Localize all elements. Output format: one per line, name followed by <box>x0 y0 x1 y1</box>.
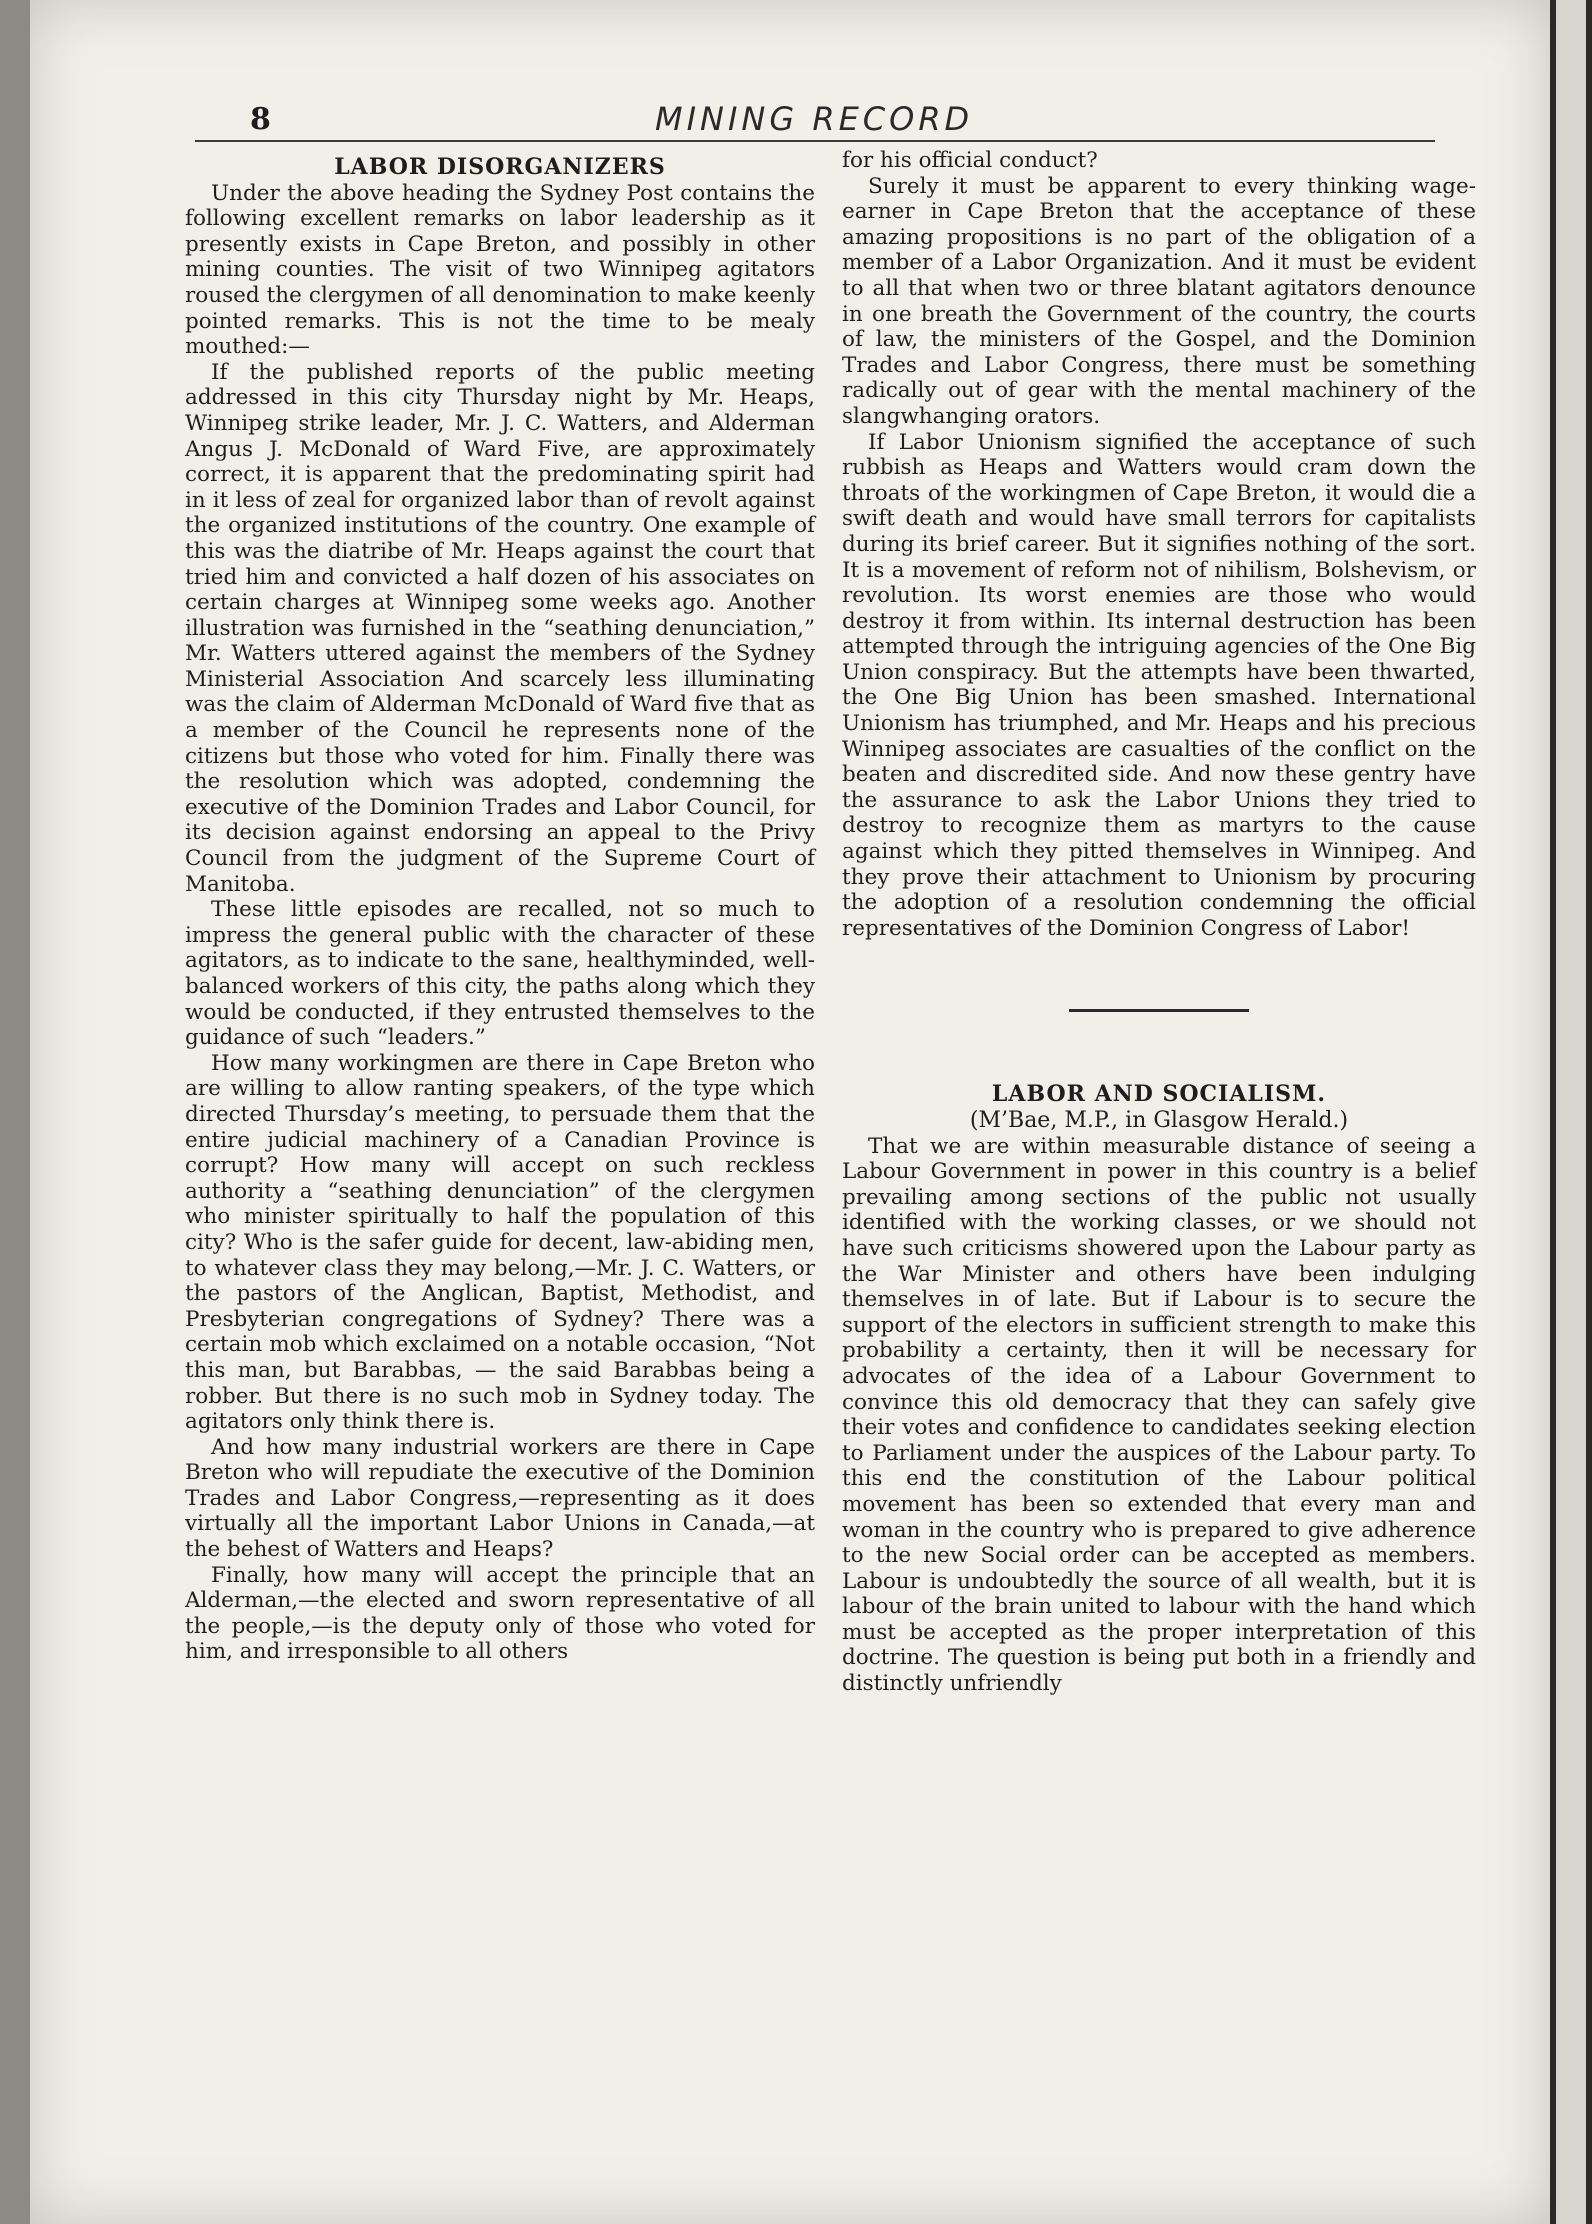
article-paragraph: These little episodes are recalled, not so much to impress the general public with the character of these agitators, as to indicate to the sane, healthyminded, well-balanced workers of this city, the paths along which they would be conducted, if they entrusted themselves to the guidance of such “leaders.” <box>185 897 815 1051</box>
article-paragraph: How many workingmen are there in Cape Breton who are willing to allow ranting speakers, of the type which directed Thursday’s meeting, to persuade them that the entire judicial machinery of a Canadian Province is corrupt? How many will accept on such reckless authority a “seathing denunciation” of the clergymen who minister spiritually to half the population of this city? Who is the safer guide for decent, law-abiding men, to whatever class they may belong,—Mr. J. C. Watters, or the pastors of the Anglican, Baptist, Methodist, and Presbyterian congregations of Sydney? There was a certain mob which exclaimed on a notable occasion, “Not this man, but Barabbas, — the said Barabbas being a robber. But there is no such mob in Sydney today. The agitators only think there is. <box>185 1050 815 1435</box>
article-byline: (M’Bae, M.P., in Glasgow Herald.) <box>969 1108 1349 1133</box>
left-column <box>185 155 815 1665</box>
article-paragraph: Under the above heading the Sydney Post contains the following excellent remarks on labor leadership as it presently exists in Cape Breton, and possibly in other mining counties. The visit of two Winnipeg agitators roused the clergymen of all denomination to make keenly pointed remarks. This is not the time to be mealy mouthed:— <box>185 180 815 360</box>
article-paragraph: Surely it must be apparent to every thinking wage-earner in Cape Breton that the acceptance of these amazing propositions is no part of the obligation of a member of a Labor Organization. And it must be evident to all that when two or three blatant agitators denounce in one breath the Government of the country, the courts of law, the ministers of the Gospel, and the Dominion Trades and Labor Congress, there must be something radically out of gear with the mental machinery of the slangwhanging orators. <box>842 173 1476 429</box>
article-paragraph: If Labor Unionism signified the acceptance of such rubbish as Heaps and Watters would cram down the throats of the workingmen of Cape Breton, it would die a swift death and would have small terrors for capitalists during its brief career. But it signifies nothing of the sort. It is a movement of reform not of nihilism, Bolshevism, or revolution. Its worst enemies are those who would destroy it from within. Its internal destruction has been attempted through the intriguing agencies of the One Big Union conspiracy. But the attempts have been thwarted, the One Big Union has been smashed. International Unionism has triumphed, and Mr. Heaps and his precious Winnipeg associates are casualties of the conflict on the beaten and discredited side. And now these gentry have the assurance to ask the Labor Unions they tried to destroy to recognize them as martyrs to the cause against which they pitted themselves in Winnipeg. And they prove their attachment to Unionism by procuring the adoption of a resolution condemning the official representatives of the Dominion Congress of Labor! <box>842 429 1476 941</box>
article-paragraph: If the published reports of the public meeting addressed in this city Thursday night by Mr. Heaps, Winnipeg strike leader, Mr. J. C. Watters, and Alderman Angus J. McDonald of Ward Five, are approximately correct, it is apparent that the predominating spirit had in it less of zeal for organized labor than of revolt against the organized institutions of the country. One example of this was the diatribe of Mr. Heaps against the court that tried him and convicted a half dozen of his associates on certain charges at Winnipeg some weeks ago. Another illustration was furnished in the “seathing denunciation,” Mr. Watters uttered against the members of the Sydney Ministerial Association And scarcely less illuminating was the claim of Alderman McDonald of Ward five that as a member of the Council he represents none of the citizens but those who voted for him. Finally there was the resolution which was adopted, condemning the executive of the Dominion Trades and Labor Council, for its decision against endorsing an appeal to the Privy Council from the judgment of the Supreme Court of Manitoba. <box>185 359 815 897</box>
article-paragraph: Finally, how many will accept the principle that an Alderman,—the elected and sworn representative of all the people,—is the deputy only of those who voted for him, and irresponsible to all others <box>185 1562 815 1665</box>
article-title: LABOR DISORGANIZERS <box>334 154 666 180</box>
right-column <box>842 148 1476 1697</box>
header-rule <box>195 140 1435 142</box>
article-paragraph: And how many industrial workers are there in Cape Breton who will repudiate the executive of the Dominion Trades and Labor Congress,—representing as it does virtually all the important Labor Unions in Canada,—at the behest of Watters and Heaps? <box>185 1434 815 1563</box>
article-title: LABOR AND SOCIALISM. <box>991 1081 1327 1108</box>
page-number: 8 <box>250 102 271 137</box>
section-divider <box>1069 1009 1249 1012</box>
masthead: MINING RECORD <box>655 100 974 138</box>
scan-right-edge <box>1550 0 1592 2224</box>
article-paragraph: for his official conduct? <box>842 148 1098 173</box>
page-header <box>185 102 1475 142</box>
article-paragraph: That we are within measurable distance of seeing a Labour Government in power in this country is a belief prevailing among sections of the public not usually identified with the working classes, or we should not have such criticisms showered upon the Labour party as the War Minister and others have been indulging themselves in of late. But if Labour is to secure the support of the electors in sufficient strength to make this probability a certainty, then it will be necessary for advocates of the idea of a Labour Government to convince this old democracy that they can safely give their votes and confidence to candidates seeking election to Parliament under the auspices of the Labour party. To this end the constitution of the Labour political movement has been so extended that every man and woman in the country who is prepared to give adherence to the new Social order can be accepted as members. Labour is undoubtedly the source of all wealth, but it is labour of the brain united to labour with the hand which must be accepted as the proper interpretation of this doctrine. The question is being put both in a friendly and distinctly unfriendly <box>842 1133 1476 1697</box>
scan-left-edge <box>0 0 30 2224</box>
